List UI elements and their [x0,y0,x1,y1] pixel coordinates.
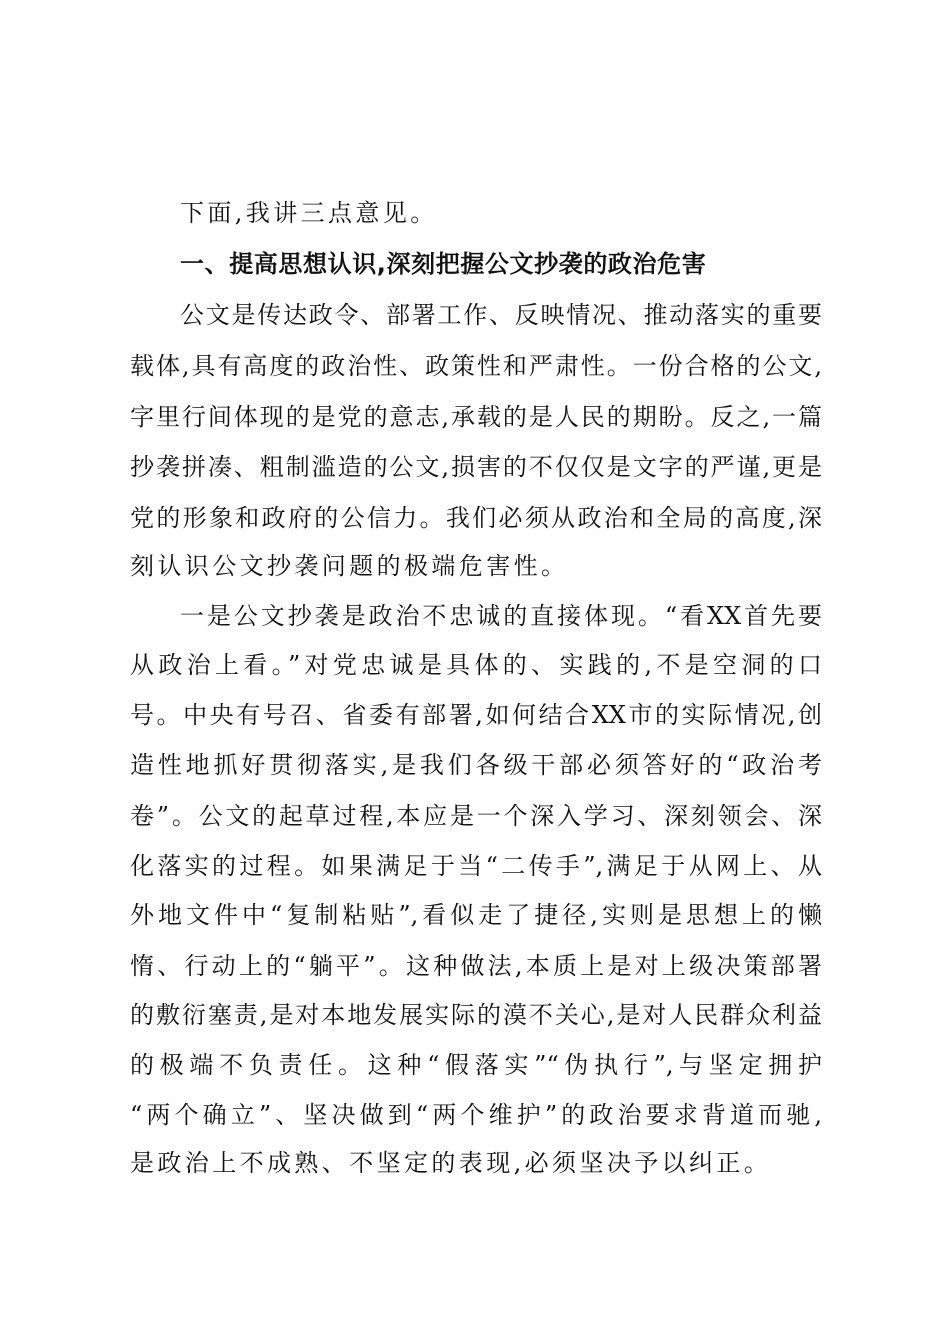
paragraph-line: “两个确立”、坚决做到“两个维护”的政治要求背道而驰, [130,1101,822,1129]
paragraph-line: 外地文件中“复制粘贴”,看似走了捷径,实则是思想上的懒 [130,901,822,929]
paragraph-line: 刻认识公文抄袭问题的极端危害性。 [130,552,569,580]
paragraph-line: 抄袭拼凑、粗制滥造的公文,损害的不仅仅是文字的严谨,更是 [130,453,822,481]
paragraph-line: 一是公文抄袭是政治不忠诚的直接体现。“看XX首先要 [180,602,822,630]
paragraph-line: 的极端不负责任。这种“假落实”“伪执行”,与坚定拥护 [130,1051,822,1079]
paragraph-line: 造性地抓好贯彻落实,是我们各级干部必须答好的“政治考 [130,751,822,779]
paragraph-line: 从政治上看。”对党忠诚是具体的、实践的,不是空洞的口 [130,651,822,679]
paragraph-line: 号。中央有号召、省委有部署,如何结合XX市的实际情况,创 [130,701,822,729]
paragraph-line: 党的形象和政府的公信力。我们必须从政治和全局的高度,深 [130,504,822,532]
paragraph-line: 的敷衍塞责,是对本地发展实际的漠不关心,是对人民群众利益 [130,1001,822,1029]
paragraph-line: 是政治上不成熟、不坚定的表现,必须坚决予以纠正。 [130,1149,772,1177]
paragraph-line: 公文是传达政令、部署工作、反映情况、推动落实的重要 [180,301,822,329]
paragraph-line: 化落实的过程。如果满足于当“二传手”,满足于从网上、从 [130,852,822,880]
paragraph-line: 惰、行动上的“躺平”。这种做法,本质上是对上级决策部署 [130,952,822,980]
paragraph-line: 卷”。公文的起草过程,本应是一个深入学习、深刻领会、深 [130,802,822,830]
intro-text: 下面,我讲三点意见。 [180,199,438,227]
paragraph-line: 载体,具有高度的政治性、政策性和严肃性。一份合格的公文, [130,352,822,380]
paragraph-line: 字里行间体现的是党的意志,承载的是人民的期盼。反之,一篇 [130,403,822,431]
section-heading: 一、提高思想认识,深刻把握公文抄袭的政治危害 [180,250,707,278]
